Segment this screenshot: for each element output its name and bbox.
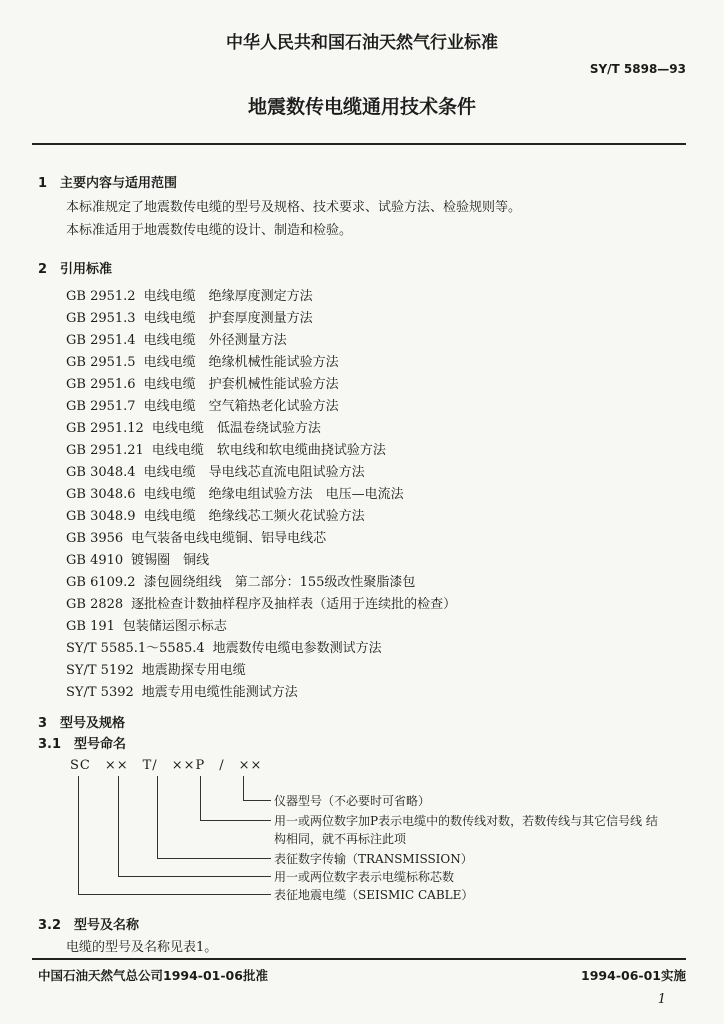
model-code: SC ×× T/ ××P / ×× xyxy=(70,758,263,773)
reference-item xyxy=(66,615,227,634)
reference-item xyxy=(66,461,365,480)
reference-name: 电线电缆 绝缘线芯工频火花试验方法 xyxy=(143,509,365,524)
reference-code: GB 6109.2 xyxy=(66,575,136,590)
section-1-paragraph-1: 本标准规定了地震数传电缆的型号及规格、技术要求、试验方法、检验规则等。 xyxy=(66,200,522,215)
diagram-line xyxy=(200,776,201,820)
reference-code: GB 2951.2 xyxy=(66,289,136,304)
reference-item xyxy=(66,637,382,656)
diagram-line xyxy=(243,800,271,801)
reference-item xyxy=(66,681,298,700)
reference-code: GB 3048.4 xyxy=(66,465,136,480)
reference-code: SY/T 5192 xyxy=(66,663,134,678)
reference-name: 包装储运图示标志 xyxy=(122,619,227,634)
reference-code: GB 2951.4 xyxy=(66,333,136,348)
diagram-line xyxy=(243,776,244,800)
reference-code: SY/T 5392 xyxy=(66,685,134,700)
reference-name: 镀锡圈 铜线 xyxy=(131,553,210,568)
section-1-paragraph-2: 本标准适用于地震数传电缆的设计、制造和检验。 xyxy=(66,223,353,238)
reference-name: 电线电缆 空气箱热老化试验方法 xyxy=(143,399,339,414)
document-title: 地震数传电缆通用技术条件 xyxy=(247,96,476,118)
reference-item xyxy=(66,417,321,436)
reference-code: GB 2951.7 xyxy=(66,399,136,414)
reference-name: 电线电缆 外径测量方法 xyxy=(143,333,287,348)
section-3-2-text: 电缆的型号及名称见表1。 xyxy=(66,940,218,955)
diagram-line xyxy=(118,776,119,876)
legend-core-count: 用一或两位数字表示电缆标称芯数 xyxy=(274,870,455,884)
legend-transmission: 表征数字传输（TRANSMISSION） xyxy=(274,852,473,866)
reference-code: GB 2951.12 xyxy=(66,421,144,436)
reference-item xyxy=(66,307,313,326)
reference-code: GB 2951.21 xyxy=(66,443,144,458)
approval-line: 中国石油天然气总公司1994-01-06批准 xyxy=(38,968,268,983)
reference-item xyxy=(66,285,313,304)
legend-pair-count: 用一或两位数字加P表示电缆中的数传线对数，若数传线与其它信号线 结 xyxy=(274,814,658,828)
reference-name: 电线电缆 绝缘厚度测定方法 xyxy=(143,289,313,304)
footer-rule xyxy=(32,958,686,960)
reference-item xyxy=(66,571,415,590)
diagram-line xyxy=(157,776,158,858)
reference-name: 电线电缆 导电线芯直流电阻试验方法 xyxy=(143,465,365,480)
reference-name: 地震专用电缆性能测试方法 xyxy=(141,685,298,700)
diagram-line xyxy=(200,820,271,821)
section-1-heading: 1 主要内容与适用范围 xyxy=(38,176,178,191)
reference-name: 电线电缆 绝缘电组试验方法 电压—电流法 xyxy=(143,487,404,502)
reference-item xyxy=(66,505,365,524)
reference-name: 地震勘探专用电缆 xyxy=(141,663,246,678)
reference-code: GB 191 xyxy=(66,619,115,634)
reference-item xyxy=(66,329,287,348)
diagram-line xyxy=(78,776,79,894)
legend-seismic-cable: 表征地震电缆（SEISMIC CABLE） xyxy=(274,888,474,902)
reference-name: 电气装备电线电缆铜、铝导电线芯 xyxy=(131,531,327,546)
reference-item xyxy=(66,351,339,370)
reference-code: GB 4910 xyxy=(66,553,124,568)
diagram-line xyxy=(78,894,271,895)
reference-item xyxy=(66,527,326,546)
reference-name: 电线电缆 护套机械性能试验方法 xyxy=(143,377,339,392)
reference-name: 电线电缆 低温卷绕试验方法 xyxy=(151,421,321,436)
page-number: 1 xyxy=(657,992,666,1007)
reference-name: 电线电缆 护套厚度测量方法 xyxy=(143,311,313,326)
reference-item xyxy=(66,549,209,568)
reference-item xyxy=(66,395,339,414)
reference-item xyxy=(66,659,246,678)
reference-code: GB 3048.6 xyxy=(66,487,136,502)
reference-name: 逐批检查计数抽样程序及抽样表（适用于连续批的检查） xyxy=(131,597,457,612)
reference-name: 电线电缆 绝缘机械性能试验方法 xyxy=(143,355,339,370)
issuing-organization: 中华人民共和国石油天然气行业标准 xyxy=(226,33,498,53)
reference-item xyxy=(66,439,386,458)
reference-code: GB 2951.5 xyxy=(66,355,136,370)
legend-pair-count-continued: 构相同，就不再标注此项 xyxy=(274,832,407,846)
reference-code: SY/T 5585.1～5585.4 xyxy=(66,641,205,656)
reference-code: GB 3956 xyxy=(66,531,124,546)
reference-code: GB 3048.9 xyxy=(66,509,136,524)
section-3-1-heading: 3.1 型号命名 xyxy=(38,737,127,752)
reference-item xyxy=(66,593,456,612)
header-rule xyxy=(32,143,686,145)
legend-instrument-model: 仪器型号（不必要时可省略） xyxy=(274,794,431,808)
reference-name: 漆包圆绕组线 第二部分：155级改性聚脂漆包 xyxy=(143,575,416,590)
standard-number: SY/T 5898—93 xyxy=(589,62,686,76)
reference-code: GB 2951.6 xyxy=(66,377,136,392)
reference-name: 地震数传电缆电参数测试方法 xyxy=(212,641,382,656)
implementation-date: 1994-06-01实施 xyxy=(581,968,686,983)
section-3-heading: 3 型号及规格 xyxy=(38,716,126,731)
reference-item xyxy=(66,483,404,502)
reference-item xyxy=(66,373,339,392)
diagram-line xyxy=(157,858,271,859)
reference-name: 电线电缆 软电线和软电缆曲挠试验方法 xyxy=(151,443,386,458)
diagram-line xyxy=(118,876,271,877)
reference-code: GB 2951.3 xyxy=(66,311,136,326)
section-3-2-heading: 3.2 型号及名称 xyxy=(38,918,140,933)
reference-code: GB 2828 xyxy=(66,597,124,612)
section-2-heading: 2 引用标准 xyxy=(38,262,113,277)
